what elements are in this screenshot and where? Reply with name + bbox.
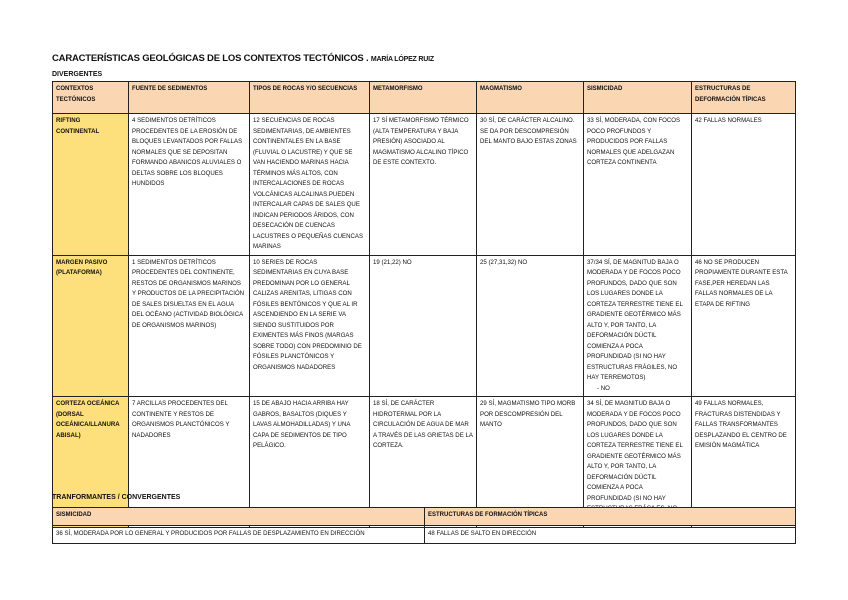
cell-fuente: 1 SEDIMENTOS DETRÍTICOS PROCEDENTES DEL CONTINENTE, RESTOS DE ORGANISMOS MARINOS Y PRODUCTOS DE LA PRECIPITACIÓN DE SALES DISUELTAS EN EL AGUA DEL OCÉANO (ACTIVIDAD BIOLÓGICA DE ORGANISMOS MARINOS) xyxy=(129,255,250,397)
header-sismicidad: SISMICIDAD xyxy=(584,82,692,114)
cell-estructuras: 49 FALLAS NORMALES, FRACTURAS DISTENDIDAS Y FALLAS TRANSFORMANTES DESPLAZANDO EL CENTRO DE EMISIÓN MAGMÁTICA xyxy=(692,397,796,528)
cell-magmatismo: 29 SÍ, MAGMATISMO TIPO MORB POR DESCOMPRESIÓN DEL MANTO xyxy=(477,397,584,528)
divergentes-table xyxy=(52,81,796,528)
header-sismicidad: SISMICIDAD xyxy=(53,508,425,526)
section-transformantes-label: TRANFORMANTES / CONVERGENTES xyxy=(52,494,181,501)
table-row xyxy=(53,526,796,544)
table-header-row xyxy=(53,82,796,114)
cell-sismicidad: 36 SÍ, MODERADA POR LO GENERAL Y PRODUCIDOS POR FALLAS DE DESPLAZAMIENTO EN DIRECCIÓN xyxy=(53,526,425,544)
row-context: CORTEZA OCEÁNICA (DORSAL OCEÁNICA/LLANURA ABISAL) xyxy=(53,397,129,528)
page-title xyxy=(52,53,434,64)
cell-sismicidad-text: 33 SÍ, MODERADA, CON FOCOS POCO PROFUNDOS Y PRODUCIDOS POR FALLAS NORMALES QUE ADELGAZAN CORTEZA CONTINENTA xyxy=(587,117,681,166)
cell-magmatismo: 25 (27,31,32) NO xyxy=(477,255,584,397)
cell-estructuras: 42 FALLAS NORMALES xyxy=(692,114,796,256)
cell-sismicidad-bullet: - NO xyxy=(597,384,610,392)
section-divergentes-label: DIVERGENTES xyxy=(52,71,103,78)
cell-magmatismo: 30 SÍ, DE CARÁCTER ALCALINO. SE DA POR DESCOMPRESIÓN DEL MANTO BAJO ESTAS ZONAS xyxy=(477,114,584,256)
cell-metamorfismo: 17 SÍ METAMORFISMO TÉRMICO (ALTA TEMPERATURA Y BAJA PRESIÓN) ASOCIADO AL MAGMATISMO ALCALINO TÍPICO DE ESTE CONTEXTO. xyxy=(370,114,477,256)
header-tipos: TIPOS DE ROCAS Y/O SECUENCIAS xyxy=(250,82,370,114)
cell-sismicidad-text: 34 SÍ, DE MAGNITUD BAJA O MODERADA Y DE FOCOS POCO PROFUNDOS, DADO QUE SON LOS LUGARES DONDE LA CORTEZA TERRESTRE TIENE EL GRADIENTE GEOTÉRMICO MÁS ALTO Y, POR TANTO, LA DEFORMACIÓN DÚCTIL COMIENZA A POCA PROFUNDIDAD (SI NO HAY xyxy=(587,400,683,502)
header-metamorfismo: METAMORFISMO xyxy=(370,82,477,114)
cell-fuente: 4 SEDIMENTOS DETRÍTICOS PROCEDENTES DE LA EROSIÓN DE BLOQUES LEVANTADOS POR FALLAS NORMALES QUE SE DEPOSITAN FORMANDO ABANICOS ALUVIALES O DELTAS SOBRE LOS BLOQUES HUNDIDOS xyxy=(129,114,250,256)
cell-estructuras: 48 FALLAS DE SALTO EN DIRECCIÓN xyxy=(425,526,796,544)
header-fuente: FUENTE DE SEDIMENTOS xyxy=(129,82,250,114)
cell-tipos: 15 DE ABAJO HACIA ARRIBA HAY GABROS, BASALTOS (DIQUES Y LAVAS ALMOHADILLADAS) Y UNA CAPA DE SEDIMENTOS DE TIPO PELÁGICO. xyxy=(250,397,370,528)
header-contextos: CONTEXTOS TECTÓNICOS xyxy=(53,82,129,114)
header-magmatismo: MAGMATISMO xyxy=(477,82,584,114)
cell-sismicidad xyxy=(584,255,692,397)
cell-fuente: 7 ARCILLAS PROCEDENTES DEL CONTINENTE Y RESTOS DE ORGANISMOS PLANCTÓNICOS Y NADADORES xyxy=(129,397,250,528)
transformantes-table xyxy=(52,507,796,544)
table-header-row xyxy=(53,508,796,526)
author-name: MARÍA LÓPEZ RUIZ xyxy=(370,56,434,63)
row-context: RIFTING CONTINENTAL xyxy=(53,114,129,256)
cell-tipos: 10 SERIES DE ROCAS SEDIMENTARIAS EN CUYA BASE PREDOMINAN POR LO GENERAL CALIZAS ARENITAS, LITIGAS CON FÓSILES BENTÓNICOS Y QUE AL IR ASCENDIENDO EN LA SERIE VA SIENDO SUSTITUIDOS POR EXIMENTES MÁS FINOS (MARGAS SOBRE TODO) CON PREDOMINIO DE FÓSILES PLANCTÓNICOS Y ORGANISMOS NADADORES xyxy=(250,255,370,397)
cell-sismicidad-text: 37/34 SÍ, DE MAGNITUD BAJA O MODERADA Y DE FOCOS POCO PROFUNDOS, DADO QUE SON LOS LUGARES DONDE LA CORTEZA TERRESTRE TIENE EL GRADIENTE GEOTÉRMICO MÁS ALTO Y, POR TANTO, LA DEFORMACIÓN DÚCTIL COMIENZA A POCA PROFUNDIDAD (SI NO HAY ESTRUCTURAS FRÁGILES, NO HAY TERREMOTOS) xyxy=(587,258,683,381)
cell-tipos: 12 SECUENCIAS DE ROCAS SEDIMENTARIAS, DE AMBIENTES CONTINENTALES EN LA BASE (FLUVIAL O LACUSTRE) Y QUE SE VAN HACIENDO MARINAS HACIA TÉRMINOS MÁS ALTOS, CON INTERCALACIONES DE ROCAS VOLCÁNICAS ALCALINAS.PUEDEN INTERCALAR CAPAS DE SALES QUE INDICAN PERIODOS ÁRIDOS, CON DESECACIÓN DE CUENCAS LACUSTRES O PEQUEÑAS CUENCAS MARINAS xyxy=(250,114,370,256)
row-context: MARGEN PASIVO (PLATAFORMA) xyxy=(53,255,129,397)
cell-estructuras: 46 NO SE PRODUCEN PROPIAMENTE DURANTE ESTA FASE,PER HEREDAN LAS FALLAS NORMALES DE LA ETAPA DE RIFTING xyxy=(692,255,796,397)
cell-metamorfismo: 18 SÍ, DE CARÁCTER HIDROTERMAL POR LA CIRCULACIÓN DE AGUA DE MAR A TRAVÉS DE LAS GRIETAS DE LA CORTEZA. xyxy=(370,397,477,528)
header-estructuras: ESTRUCTURAS DE FORMACIÓN TÍPICAS xyxy=(425,508,796,526)
cell-sismicidad xyxy=(584,114,692,256)
header-estructuras: ESTRUCTURAS DE DEFORMACIÓN TÍPICAS xyxy=(692,82,796,114)
title-text: CARACTERÍSTICAS GEOLÓGICAS DE LOS CONTEXTOS TECTÓNICOS . xyxy=(52,53,369,64)
table-row xyxy=(53,255,796,397)
table-row xyxy=(53,114,796,256)
cell-metamorfismo: 19 (21,22) NO xyxy=(370,255,477,397)
